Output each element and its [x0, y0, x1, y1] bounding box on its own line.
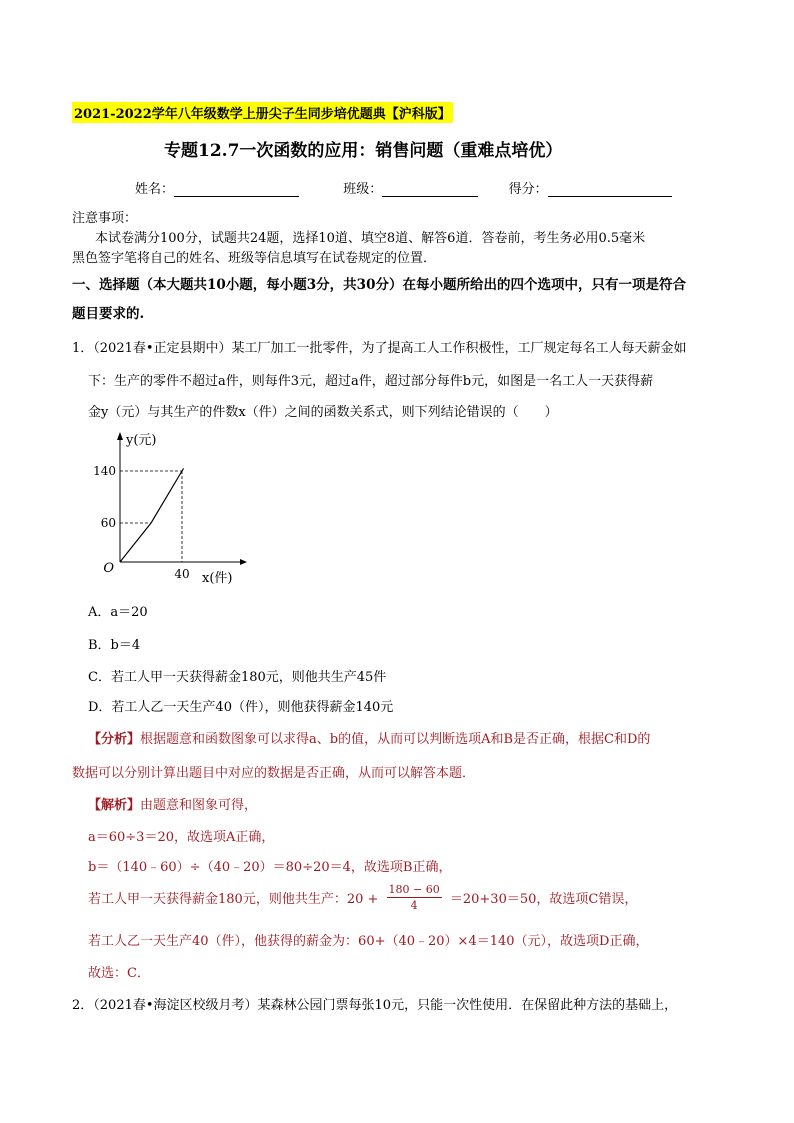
solution-line1: [88, 794, 257, 813]
q1-line1: 1．（2021春•正定县期中）某工厂加工一批零件，为了提高工人工作积极性，工厂规定每名工人每天薪金如: [72, 341, 687, 356]
solution-line5: 若工人乙一天生产40（件），他获得的薪金为：60+（40﹣20）×4＝140（元），故选项D正确，: [88, 934, 649, 949]
section-heading: 一、选择题（本大题共10小题，每小题3分，共30分）在每小题所给出的四个选项中，只有一项是符合: [72, 277, 686, 293]
option-d: D．若工人乙一天生产40（件），则他获得薪金140元: [88, 700, 394, 715]
x-tick-label-40: 40: [174, 567, 190, 581]
fraction-numerator: 180 − 60: [388, 883, 440, 896]
notice-heading: 注意事项：: [72, 211, 138, 226]
solution-line6: 故选：C．: [88, 966, 150, 981]
analysis-line2: 数据可以分别计算出题目中对应的数据是否正确，从而可以解答本题．: [72, 766, 476, 781]
series-line: [120, 468, 184, 562]
y-tick-label-140: 140: [93, 464, 116, 478]
fraction-denominator: 4: [410, 899, 418, 912]
origin-label: O: [103, 561, 114, 576]
solution-line2: a＝60÷3＝20，故选项A正确，: [88, 830, 275, 845]
name-field[interactable]: [174, 182, 299, 197]
solution-line3: b＝（140﹣60）÷（40﹣20）＝80÷20＝4，故选项B正确，: [88, 860, 452, 875]
class-label: 班级：: [343, 182, 383, 197]
analysis-text: 根据题意和函数图象可以求得a、b的值，从而可以判断选项A和B是否正确，根据C和D的: [140, 732, 651, 747]
fraction: [387, 883, 442, 912]
q1-line3: 金y（元）与其生产的件数x（件）之间的函数关系式，则下列结论错误的（ ）: [88, 405, 558, 420]
y-axis-arrow: [117, 432, 123, 440]
score-field[interactable]: [548, 182, 672, 197]
info-row: [135, 178, 672, 197]
function-graph: [88, 428, 248, 588]
q2-line1: 2．（2021春•海淀区校级月考）某森林公园门票每张10元，只能一次性使用．在保留此种方法的基础上，: [72, 998, 678, 1013]
x-axis-label: x(件): [202, 571, 233, 586]
section-heading-cont: 题目要求的.: [72, 306, 145, 322]
solution-tag: 【解析】: [88, 798, 141, 813]
analysis-line1: [88, 728, 650, 747]
y-axis-label: y(元): [126, 433, 157, 448]
option-a: A．a＝20: [88, 605, 148, 620]
notice-line2: 黑色签字笔将自己的姓名、班级等信息填写在试卷规定的位置．: [72, 251, 437, 266]
solution-line4-start: 若工人甲一天获得薪金180元，则他共生产：20 +: [88, 892, 379, 907]
score-label: 得分：: [508, 182, 548, 197]
option-c: C．若工人甲一天获得薪金180元，则他共生产45件: [88, 670, 387, 685]
solution-line4-end: ＝20+30＝50，故选项C错误，: [449, 892, 638, 907]
y-tick-label-60: 60: [100, 516, 116, 530]
page-title: 专题12.7一次函数的应用：销售问题（重难点培优）: [164, 141, 563, 161]
notice-line1: 本试卷满分100分，试题共24题，选择10道、填空8道、解答6道．答卷前，考生务必用0.5毫米: [95, 231, 646, 246]
x-axis-arrow: [240, 559, 247, 565]
solution-text: 由题意和图象可得，: [140, 798, 258, 813]
class-field[interactable]: [382, 182, 478, 197]
q1-line2: 下：生产的零件不超过a件，则每件3元，超过a件，超过部分每件b元，如图是一名工人一天获得薪: [88, 374, 654, 389]
option-b: B．b＝4: [88, 638, 141, 653]
analysis-tag: 【分析】: [88, 732, 141, 747]
name-label: 姓名：: [135, 182, 175, 197]
series-banner: 2021-2022学年八年级数学上册尖子生同步培优题典【沪科版】: [72, 102, 453, 123]
solution-line4: [88, 883, 637, 912]
